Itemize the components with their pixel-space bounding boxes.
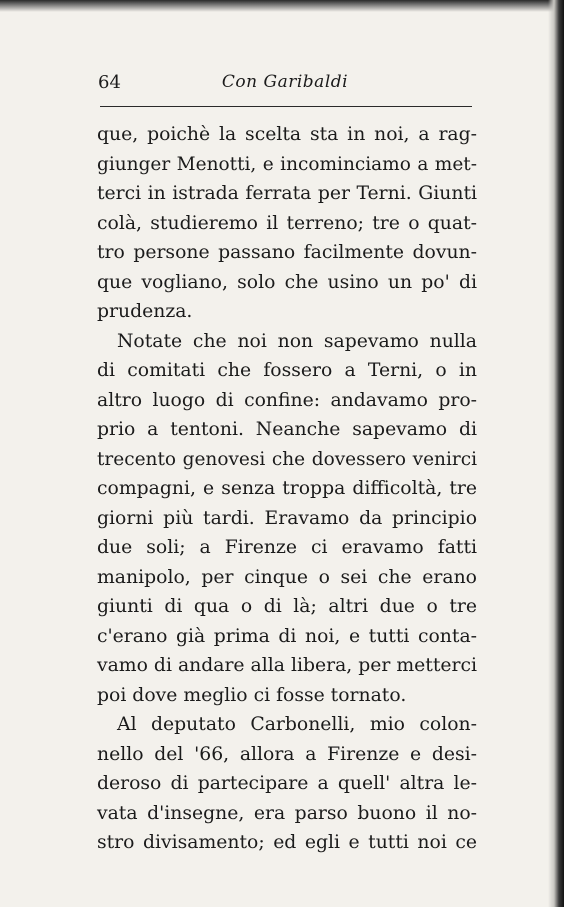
text-line: altro luogo di confine: andavamo pro- (97, 389, 477, 411)
page-top-edge (0, 0, 564, 12)
text-line: trecento genovesi che dovessero venirci (97, 448, 477, 470)
text-line: Al deputato Carbonelli, mio colon- (117, 714, 477, 735)
text-line: due soli; a Firenze ci eravamo fatti (97, 537, 477, 558)
text-line: giunti di qua o di là; altri due o tre (97, 596, 477, 617)
running-title: Con Garibaldi (221, 72, 349, 92)
header-rule (100, 106, 472, 107)
text-line: que vogliano, solo che usino un po' di (97, 271, 477, 293)
text-line: nello del '66, allora a Firenze e desi- (97, 743, 477, 765)
text-line: prudenza. (97, 301, 193, 322)
text-line: giunger Menotti, e incominciamo a met- (97, 153, 477, 175)
text-line: stro divisamento; ed egli e tutti noi ce (97, 832, 477, 853)
text-line: vamo di andare alla libera, per metterci (97, 655, 477, 676)
text-line: vata d'insegne, era parso buono il no- (97, 802, 477, 824)
text-line: c'erano già prima di noi, e tutti conta- (97, 625, 477, 647)
page-header (98, 72, 472, 98)
text-line: manipolo, per cinque o sei che erano (97, 566, 477, 588)
text-line: compagni, e senza troppa difficoltà, tre (97, 478, 477, 499)
text-line: tro persone passano facilmente dovun- (97, 242, 477, 263)
text-line: colà, studieremo il terreno; tre o quat- (97, 212, 477, 234)
page-binding-edge (548, 0, 564, 907)
text-line: Notate che noi non sapevamo nulla (117, 330, 477, 352)
body-text (97, 120, 477, 858)
text-line: di comitati che fossero a Terni, o in (97, 360, 477, 381)
text-line: que, poichè la scelta sta in noi, a rag- (97, 124, 477, 145)
text-line: terci in istrada ferrata per Terni. Giunti (97, 183, 477, 204)
text-line: deroso di partecipare a quell' altra le- (97, 773, 477, 794)
text-line: giorni più tardi. Eravamo da principio (97, 507, 477, 529)
text-line: prio a tentoni. Neanche sapevamo di (97, 419, 477, 440)
page-number: 64 (98, 72, 121, 93)
text-line: poi dove meglio ci fosse tornato. (97, 684, 407, 706)
